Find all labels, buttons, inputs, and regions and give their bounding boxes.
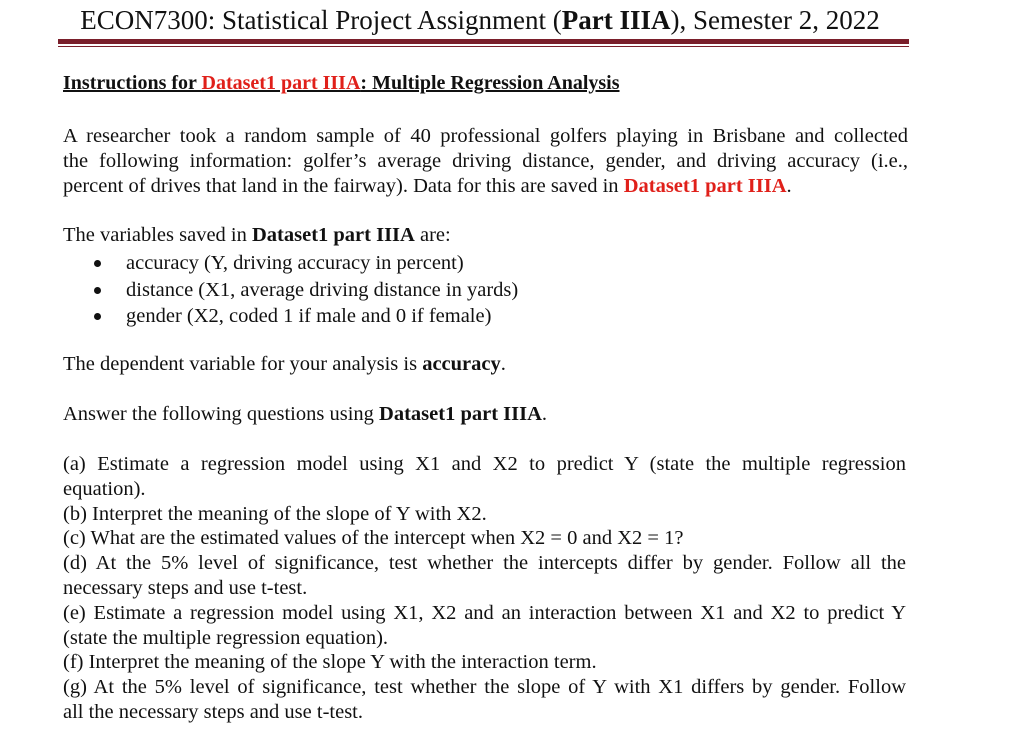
variable-gender: gender (X2, coded 1 if male and 0 if female) [126,305,492,327]
intro-line-3 [63,174,908,199]
header-divider-thick [58,39,909,44]
variables-intro [63,223,908,248]
intro-line-1: A researcher took a random sample of 40 professional golfers playing in Brisbane and collected [63,125,908,147]
variables-intro-end: are: [414,224,451,246]
answer-end: . [541,403,548,425]
heading-suffix: : Multiple Regression Analysis [360,72,620,94]
section-heading [63,70,620,96]
intro-paragraph [63,124,908,199]
question-a-line-1: (a) Estimate a regression model using X1 and X2 to predict Y (state the multiple regression [63,453,906,475]
title-prefix: ECON7300: Statistical Project Assignment ( [80,5,562,35]
title-part: Part IIIA [561,5,671,35]
answer-dataset-name: Dataset1 part IIIA [379,403,542,425]
dependent-text: The dependent variable for your analysis is [63,353,423,375]
heading-dataset-name: Dataset1 part IIIA [201,72,361,94]
dependent-variable-note [63,352,908,377]
dependent-variable-name: accuracy [422,353,501,375]
question-b: (b) Interpret the meaning of the slope of Y with X2. [63,502,487,525]
bullet-icon [94,313,101,320]
header-divider-thin [58,46,909,47]
answer-text: Answer the following questions using [63,403,380,425]
question-g-line-2: all the necessary steps and use t-test. [63,700,364,723]
intro-dataset-name: Dataset1 part IIIA [623,175,787,197]
intro-line-3-end: . [786,175,792,197]
variable-accuracy: accuracy (Y, driving accuracy in percent) [126,252,464,274]
questions-list [63,452,906,725]
question-a-line-2: equation). [63,477,146,500]
intro-line-2: the following information: golfer’s average driving distance, gender, and driving accuracy (i.e., [63,150,908,172]
variable-distance: distance (X1, average driving distance in yards) [126,278,519,301]
question-e-line-1: (e) Estimate a regression model using X1, X2 and an interaction between X1 and X2 to predict Y [63,601,906,624]
question-d-line-1: (d) At the 5% level of significance, test whether the intercepts differ by gender. Follow all the [63,552,906,575]
heading-prefix: Instructions for [63,72,202,94]
intro-line-3-text: percent of drives that land in the fairway). Data for this are saved in [63,175,624,197]
title-suffix: ), Semester 2, 2022 [670,5,880,35]
bullet-icon [94,260,101,267]
page-title [0,4,960,36]
bullet-icon [94,287,101,294]
list-item [63,303,518,330]
question-e-line-2: (state the multiple regression equation). [63,626,389,649]
variables-dataset-name: Dataset1 part IIIA [251,224,415,246]
answer-instruction [63,402,908,427]
question-g-line-1: (g) At the 5% level of significance, test whether the slope of Y with X1 differs by gender. Follow [63,676,906,699]
list-item [63,277,518,304]
question-f: (f) Interpret the meaning of the slope Y with the interaction term. [63,651,597,674]
variables-list [63,250,518,330]
list-item [63,250,518,277]
question-c: (c) What are the estimated values of the intercept when X2 = 0 and X2 = 1? [63,527,684,550]
dependent-end: . [500,353,506,375]
variables-intro-text: The variables saved in [63,224,252,246]
question-d-line-2: necessary steps and use t-test. [63,576,308,599]
